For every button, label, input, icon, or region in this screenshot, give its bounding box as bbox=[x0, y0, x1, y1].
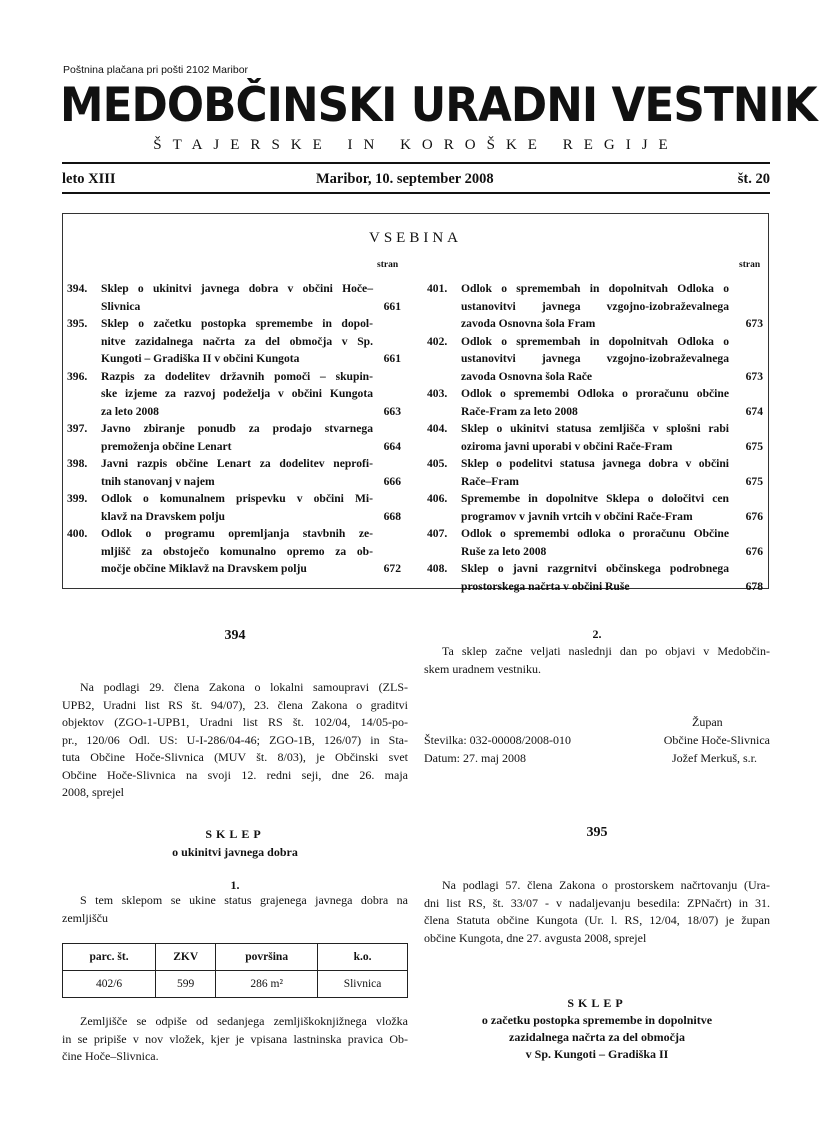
issue-place-date: Maribor, 10. september 2008 bbox=[316, 171, 494, 187]
toc-entry-number: 395. bbox=[67, 317, 88, 330]
text-line: dni list RS, št. 33/07 - v nadaljevanju besedila: ZPNačrt) in 31. bbox=[424, 895, 770, 910]
toc-entry-line: Odlok o programu opremljanja stavbnih ze- bbox=[101, 527, 373, 540]
text-line: člena Statuta občine Kungota (Ur. l. RS, 12/04, 18/07) je župan bbox=[424, 913, 770, 927]
toc-entry-page: 675 bbox=[745, 439, 763, 453]
table-cell: Slivnica bbox=[318, 971, 408, 998]
text-line: in se pripiše v nov vložek, kjer je vpisana lastninska pravica Ob- bbox=[62, 1031, 408, 1046]
section-heading-394: 394 bbox=[224, 628, 246, 643]
toc-entry-line: močje občine Miklavž na Dravskem polju bbox=[101, 562, 307, 575]
toc-entry-number: 396. bbox=[67, 369, 88, 383]
toc-entry-line: mljišč za obstoječo komunalno opremo za ob- bbox=[101, 544, 373, 558]
text-line: S tem sklepom se ukine status grajenega javnega dobra na bbox=[80, 893, 408, 907]
toc-entry-line: Sklep o ukinitvi javnega dobra v občini Hoče– bbox=[101, 282, 373, 295]
toc-entry-line: Sklep o podelitvi statusa javnega dobra v občini bbox=[461, 457, 729, 470]
masthead-title: MEDOBČINSKI URADNI VESTNIK bbox=[60, 78, 817, 133]
toc-entry-line: Odlok o komunalnem prispevku v občini Mi- bbox=[101, 492, 373, 505]
toc-entry-page: 663 bbox=[383, 404, 401, 418]
toc-entry-number: 406. bbox=[427, 492, 448, 505]
doc-title-395: SKLEP bbox=[567, 996, 627, 1010]
signature-title: Župan bbox=[692, 715, 723, 729]
table-header: parc. št. bbox=[63, 944, 156, 971]
text-line: objektov (ZGO-1-UPB1, Uradni list RS št. 102/04, 14/05-po- bbox=[62, 715, 408, 729]
parcel-table bbox=[62, 943, 408, 998]
article-1-number: 1. bbox=[230, 878, 240, 892]
toc-entry-line: prostorskega načrta v občini Ruše bbox=[461, 579, 630, 593]
table-header: površina bbox=[216, 944, 318, 971]
toc-entry-page: 661 bbox=[383, 299, 401, 313]
toc-entry-number: 399. bbox=[67, 492, 88, 505]
toc-entry-page: 672 bbox=[383, 562, 401, 575]
issue-year: leto XIII bbox=[62, 171, 116, 187]
article-1-text bbox=[62, 892, 408, 927]
masthead-subtitle: ŠTAJERSKE IN KOROŠKE REGIJE bbox=[153, 137, 679, 153]
toc-entry-line: Rače-Fram za leto 2008 bbox=[461, 404, 578, 418]
toc-entry-line: tnih stanovanj v najem bbox=[101, 474, 215, 488]
toc-entry-line: za leto 2008 bbox=[101, 404, 159, 418]
toc-entry-page: 675 bbox=[745, 474, 763, 488]
text-line: Na podlagi 29. člena Zakona o lokalni samoupravi (ZLS- bbox=[80, 680, 408, 694]
table-row bbox=[63, 971, 408, 998]
toc-entry-line: Ruše za leto 2008 bbox=[461, 544, 547, 558]
toc-entry-line: Javno zbiranje ponudb za prodajo stvarnega bbox=[101, 422, 373, 435]
doc-subtitle-395 bbox=[424, 1012, 770, 1063]
toc-entry-line: Javni razpis občine Lenart za dodelitev neprofi- bbox=[101, 457, 373, 470]
section-heading-395: 395 bbox=[586, 825, 608, 840]
header-rule-top bbox=[62, 162, 770, 164]
toc-entry-page: 676 bbox=[745, 509, 763, 523]
table-cell: 286 m² bbox=[216, 971, 318, 998]
text-line: občine Kungota, dne 27. avgusta 2008, sprejel bbox=[424, 930, 647, 945]
toc-entry-page: 673 bbox=[745, 369, 763, 383]
toc-entry-number: 408. bbox=[427, 562, 448, 575]
doc-date: Datum: 27. maj 2008 bbox=[424, 751, 526, 765]
text-line: 2008, sprejel bbox=[62, 785, 124, 799]
table-cell: 599 bbox=[156, 971, 216, 998]
toc-entry-page: 673 bbox=[745, 317, 763, 330]
doc-title-394: SKLEP bbox=[205, 827, 265, 841]
toc-entry-number: 407. bbox=[427, 527, 448, 540]
toc-entry-line: ustanovitvi javnega vzgojno-izobraževalnega bbox=[461, 299, 729, 313]
toc-entry-line: ustanovitvi javnega vzgojno-izobraževalnega bbox=[461, 352, 729, 365]
header-rule-bottom bbox=[62, 192, 770, 194]
toc-entry-number: 405. bbox=[427, 457, 448, 470]
toc-entry-number: 398. bbox=[67, 457, 88, 470]
text-line: UPB2, Uradni list RS št. 94/07), 23. člena Zakona o graditvi bbox=[62, 697, 408, 712]
toc-entry-line: zavoda Osnovna šola Rače bbox=[461, 369, 593, 383]
toc-entry-line: Sklep o začetku postopka spremembe in dopol- bbox=[101, 317, 373, 330]
toc-entry-number: 397. bbox=[67, 422, 88, 435]
subtitle-line: zazidalnega načrta za del območja bbox=[509, 1030, 685, 1044]
doc-subtitle-394: o ukinitvi javnega dobra bbox=[172, 845, 298, 859]
table-of-contents bbox=[62, 213, 769, 593]
toc-entry-page: 666 bbox=[383, 474, 401, 488]
toc-entry-line: Kungoti – Gradiška II v občini Kungota bbox=[101, 352, 300, 365]
toc-entry-page: 678 bbox=[745, 579, 763, 593]
text-line: Ta sklep začne veljati naslednji dan po objavi v Medobčin- bbox=[442, 644, 770, 658]
toc-entry-page: 674 bbox=[745, 404, 763, 418]
toc-entry-number: 400. bbox=[67, 527, 88, 540]
table-header: ZKV bbox=[156, 944, 216, 971]
closing-394 bbox=[62, 1013, 408, 1066]
toc-entry-line: Rače–Fram bbox=[461, 474, 519, 488]
toc-entry-line: oziroma javni uporabi v občini Rače-Fram bbox=[461, 439, 673, 453]
signature-municipality: Občine Hoče-Slivnica bbox=[663, 733, 770, 747]
toc-entry-page: 676 bbox=[745, 544, 763, 558]
toc-entry-line: Spremembe in dopolnitve Sklepa o določitvi cen bbox=[461, 492, 729, 505]
toc-entry-line: Slivnica bbox=[101, 299, 141, 313]
toc-entry-line: Odlok o spremembi odloka o proračunu Občine bbox=[461, 527, 729, 540]
toc-title: VSEBINA bbox=[368, 230, 462, 246]
toc-entry-line: zavoda Osnovna šola Fram bbox=[461, 317, 596, 330]
table-cell: 402/6 bbox=[63, 971, 156, 998]
toc-entry-line: Razpis za dodelitev državnih pomoči – skupin- bbox=[101, 369, 373, 383]
intro-395 bbox=[424, 877, 770, 947]
postage-note: Poštnina plačana pri pošti 2102 Maribor bbox=[63, 64, 249, 76]
text-line: Zemljišče se odpiše od sedanjega zemljiškoknjižnega vložka bbox=[80, 1014, 408, 1028]
issue-number: št. 20 bbox=[737, 171, 770, 187]
toc-entry-line: Odlok o spremembah in dopolnitvah Odloka o bbox=[461, 334, 729, 348]
intro-394 bbox=[62, 679, 408, 802]
article-2-number: 2. bbox=[592, 627, 602, 641]
toc-entry-line: Sklep o ukinitvi statusa zemljišča v splošni rabi bbox=[461, 422, 729, 435]
doc-number: Številka: 032-00008/2008-010 bbox=[424, 733, 571, 747]
toc-entry-number: 394. bbox=[67, 282, 88, 295]
toc-entry-number: 403. bbox=[427, 387, 448, 400]
text-line: skem uradnem vestniku. bbox=[424, 661, 541, 676]
table-header: k.o. bbox=[318, 944, 408, 971]
subtitle-line: o začetku postopka spremembe in dopolnitve bbox=[481, 1013, 713, 1027]
toc-entry-line: nitve zazidalnega načrta za del območja v Sp. bbox=[101, 334, 373, 348]
toc-entry-line: Odlok o spremembi Odloka o proračunu občine bbox=[461, 387, 729, 400]
toc-entry-line: klavž na Dravskem polju bbox=[101, 509, 225, 523]
text-line: pr., 120/06 Odl. US: U-I-286/04-46; ZGO-1B, 126/07) in Sta- bbox=[62, 732, 408, 747]
toc-entry-page: 664 bbox=[383, 439, 401, 453]
toc-entry-page: 668 bbox=[383, 509, 401, 523]
text-line: Občine Hoče-Slivnica na svoji 12. redni seji, dne 26. maja bbox=[62, 767, 408, 782]
article-2-text bbox=[424, 643, 770, 678]
signature-mayor: Jožef Merkuš, s.r. bbox=[672, 751, 757, 765]
toc-entry-number: 401. bbox=[427, 282, 448, 295]
toc-entry-number: 404. bbox=[427, 422, 448, 435]
toc-entry-number: 402. bbox=[427, 334, 448, 348]
toc-entry-page: 661 bbox=[383, 352, 401, 365]
toc-entry-line: Sklep o javni razgrnitvi občinskega podrobnega bbox=[461, 562, 729, 575]
toc-entry-line: ske izjeme za razvoj podeželja v občini Kungota bbox=[101, 387, 373, 400]
toc-entry-line: premoženja občine Lenart bbox=[101, 439, 232, 453]
toc-page-label-left: stran bbox=[377, 260, 399, 270]
toc-page-label-right: stran bbox=[739, 260, 761, 270]
toc-entry-line: programov v javnih vrtcih v občini Rače-Fram bbox=[461, 509, 693, 523]
text-line: Na podlagi 57. člena Zakona o prostorskem načrtovanju (Ura- bbox=[442, 878, 770, 892]
text-line: čine Hoče–Slivnica. bbox=[62, 1049, 159, 1063]
text-line: tuta Občine Hoče-Slivnica (MUV št. 8/03), je Občinski svet bbox=[62, 750, 408, 764]
subtitle-line: v Sp. Kungoti – Gradiška II bbox=[525, 1047, 669, 1061]
text-line: zemljišču bbox=[62, 910, 108, 925]
toc-entry-line: Odlok o spremembah in dopolnitvah Odloka o bbox=[461, 282, 729, 295]
